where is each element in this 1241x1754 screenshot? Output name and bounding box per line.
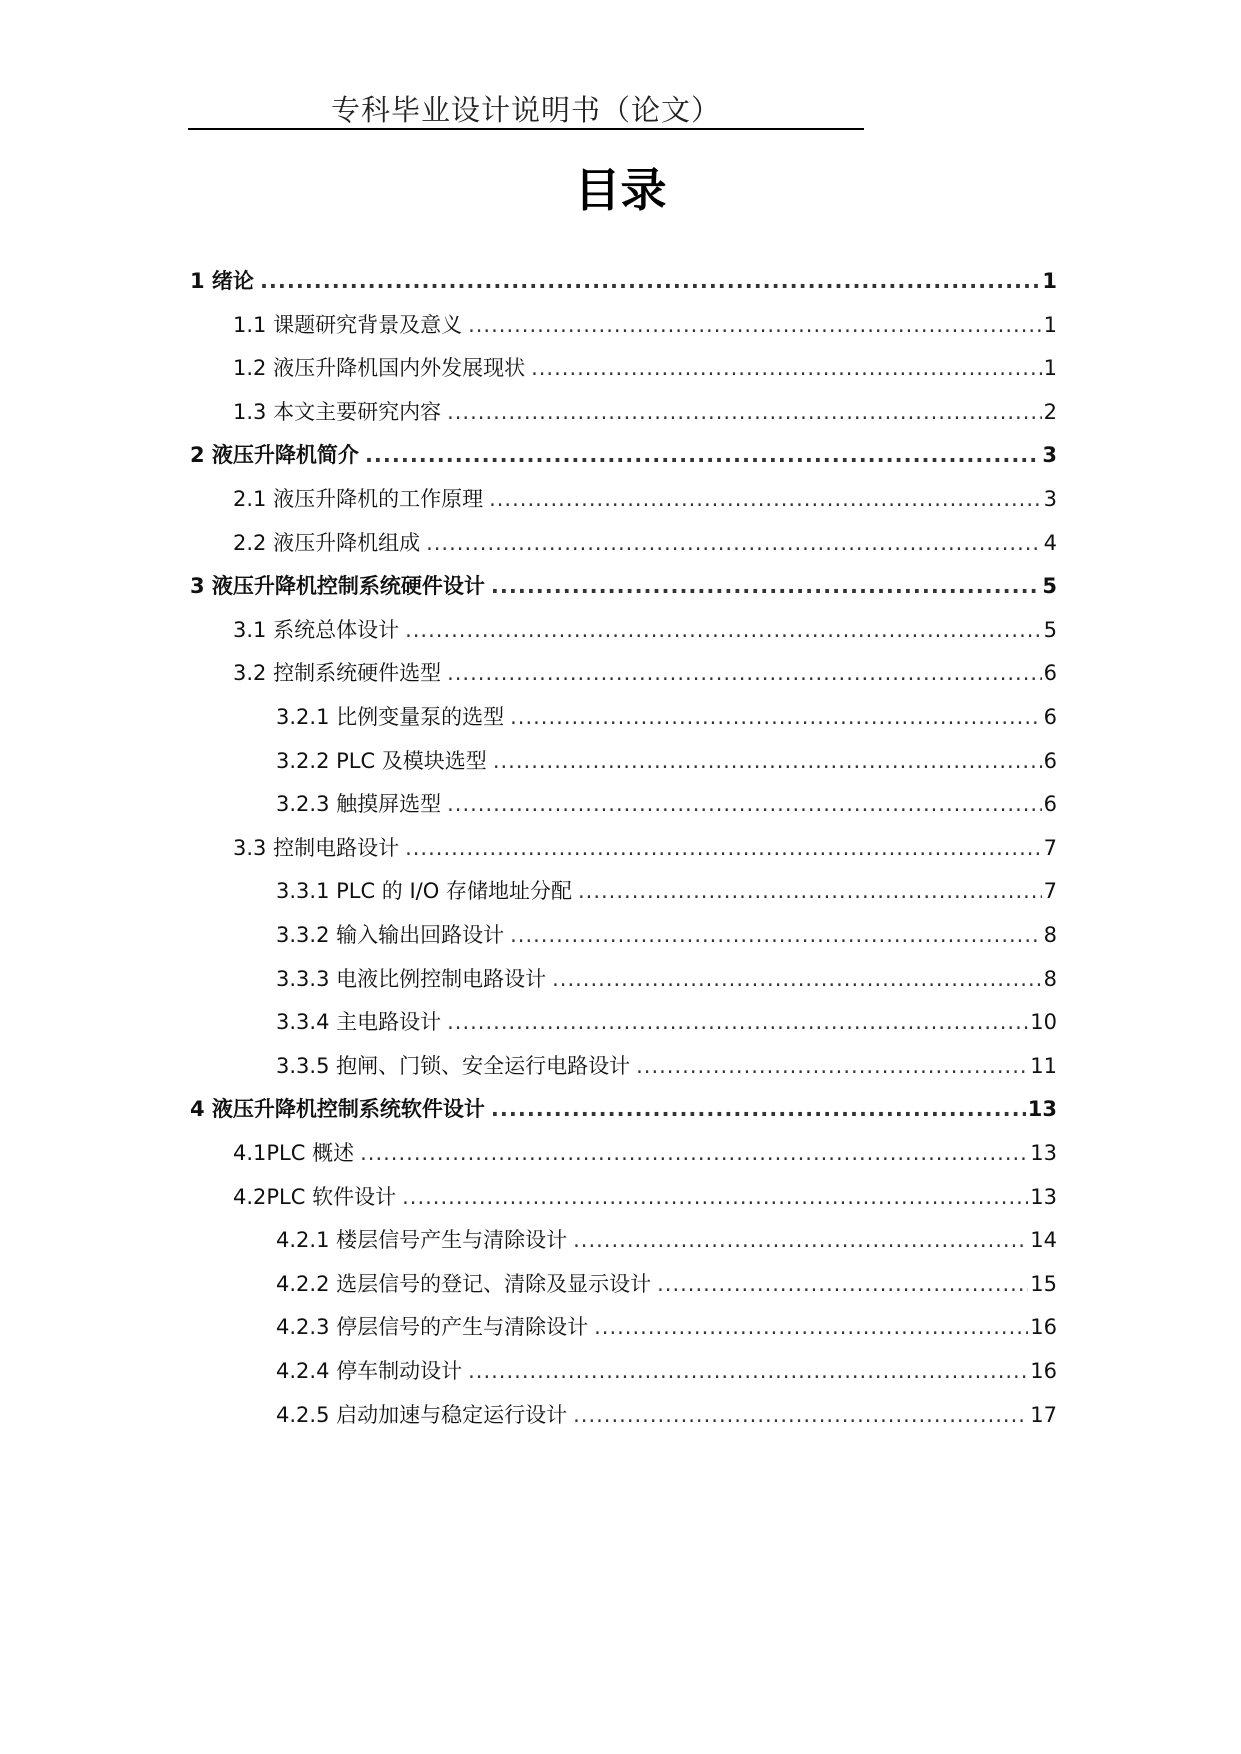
toc-dot-leader (531, 351, 1042, 385)
toc-dot-leader (552, 962, 1042, 996)
page-title: 目录 (574, 163, 667, 217)
toc-entry-page-number: 16 (1030, 1359, 1057, 1383)
toc-entry[interactable] (276, 1398, 1057, 1432)
toc-dot-leader (468, 308, 1042, 342)
toc-dot-leader (491, 569, 1040, 603)
toc-entry-label: 2.1 液压升降机的工作原理 (233, 487, 484, 511)
toc-entry-page-number: 6 (1043, 705, 1057, 729)
toc-entry[interactable] (276, 744, 1057, 778)
toc-entry-page-number: 11 (1030, 1053, 1057, 1078)
toc-entry-page-number: 6 (1043, 661, 1057, 686)
toc-entry[interactable] (276, 1354, 1057, 1388)
page-header: 专科毕业设计说明书（论文） (188, 92, 864, 130)
toc-dot-leader (360, 1136, 1028, 1170)
toc-entry[interactable] (233, 526, 1057, 560)
toc-dot-leader (636, 1049, 1028, 1083)
toc-entry-label: 1 绪论 (190, 269, 254, 293)
toc-entry-label: 4 液压升降机控制系统软件设计 (190, 1097, 485, 1122)
toc-dot-leader (447, 1005, 1028, 1039)
toc-entry[interactable] (276, 1005, 1057, 1039)
toc-dot-leader (510, 700, 1042, 734)
toc-entry-label: 3.3.5 抱闸、门锁、安全运行电路设计 (276, 1053, 631, 1078)
toc-entry[interactable] (233, 1136, 1057, 1170)
toc-entry[interactable] (233, 351, 1057, 385)
toc-entry-page-number: 7 (1043, 835, 1057, 860)
toc-entry-page-number: 16 (1030, 1315, 1057, 1340)
toc-entry-page-number: 15 (1030, 1271, 1057, 1296)
toc-entry-page-number: 6 (1043, 792, 1057, 817)
toc-dot-leader (426, 526, 1042, 560)
toc-entry-label: 2.2 液压升降机组成 (233, 530, 421, 555)
toc-entry-label: 3.3.3 电液比例控制电路设计 (276, 966, 547, 991)
toc-dot-leader (489, 482, 1042, 516)
toc-entry-label: 2 液压升降机简介 (190, 443, 359, 468)
toc-dot-leader (447, 656, 1042, 690)
toc-entry-page-number: 2 (1043, 399, 1057, 424)
toc-entry[interactable] (233, 308, 1057, 342)
toc-entry[interactable] (276, 700, 1057, 734)
toc-entry-page-number: 1 (1043, 356, 1057, 381)
toc-entry[interactable] (276, 874, 1057, 908)
toc-dot-leader (573, 1223, 1028, 1257)
toc-entry[interactable] (276, 962, 1057, 996)
toc-entry[interactable] (276, 1310, 1057, 1344)
toc-entry[interactable] (276, 1223, 1057, 1257)
toc-dot-leader (365, 438, 1040, 472)
toc-entry-page-number: 13 (1030, 1184, 1057, 1209)
toc-entry-page-number: 14 (1030, 1228, 1057, 1253)
toc-entry-page-number: 4 (1043, 530, 1057, 555)
toc-entry[interactable] (190, 1092, 1057, 1126)
toc-entry-label: 3.3.2 输入输出回路设计 (276, 923, 505, 947)
toc-entry-label: 3.3.1 PLC 的 I/O 存储地址分配 (276, 879, 572, 904)
toc-entry[interactable] (190, 569, 1057, 603)
toc-entry-page-number: 13 (1027, 1097, 1057, 1122)
toc-entry[interactable] (276, 1049, 1057, 1083)
toc-dot-leader (657, 1267, 1028, 1301)
toc-dot-leader (493, 744, 1042, 778)
toc-dot-leader (405, 613, 1042, 647)
toc-dot-leader (260, 264, 1040, 298)
toc-entry-label: 3.3 控制电路设计 (233, 835, 400, 860)
toc-entry[interactable] (190, 264, 1057, 298)
toc-entry-page-number: 6 (1043, 748, 1057, 773)
toc-entry-label: 4.1PLC 概述 (233, 1141, 355, 1165)
toc-entry[interactable] (233, 395, 1057, 429)
toc-dot-leader (510, 918, 1042, 952)
toc-entry-page-number: 8 (1043, 923, 1057, 947)
toc-entry-label: 4.2.5 启动加速与稳定运行设计 (276, 1402, 568, 1427)
toc-entry-label: 4.2.3 停层信号的产生与清除设计 (276, 1315, 589, 1340)
toc-entry[interactable] (276, 787, 1057, 821)
toc-dot-leader (594, 1310, 1028, 1344)
toc-entry-label: 3.1 系统总体设计 (233, 617, 400, 642)
toc-entry-label: 3 液压升降机控制系统硬件设计 (190, 574, 485, 599)
toc-entry[interactable] (233, 1180, 1057, 1214)
toc-dot-leader (447, 787, 1042, 821)
toc-entry-label: 4.2.2 选层信号的登记、清除及显示设计 (276, 1271, 652, 1296)
toc-entry[interactable] (276, 918, 1057, 952)
toc-entry[interactable] (233, 613, 1057, 647)
toc-dot-leader (578, 874, 1042, 908)
toc-entry-label: 3.2.3 触摸屏选型 (276, 792, 442, 817)
toc-entry[interactable] (233, 656, 1057, 690)
toc-entry[interactable] (190, 438, 1057, 472)
toc-entry-label: 3.2.1 比例变量泵的选型 (276, 705, 505, 729)
toc-entry-page-number: 3 (1043, 487, 1057, 511)
toc-entry-label: 4.2.1 楼层信号产生与清除设计 (276, 1228, 568, 1253)
toc-entry-page-number: 13 (1030, 1141, 1057, 1165)
toc-entry[interactable] (233, 831, 1057, 865)
toc-dot-leader (405, 831, 1042, 865)
toc-entry-page-number: 3 (1042, 443, 1057, 468)
toc-entry-page-number: 17 (1030, 1402, 1057, 1427)
toc-entry-page-number: 8 (1043, 966, 1057, 991)
toc-entry[interactable] (276, 1267, 1057, 1301)
toc-entry-label: 4.2PLC 软件设计 (233, 1184, 397, 1209)
toc-dot-leader (491, 1092, 1026, 1126)
toc-entry-label: 3.2.2 PLC 及模块选型 (276, 748, 487, 773)
toc-dot-leader (573, 1398, 1028, 1432)
toc-dot-leader (468, 1354, 1028, 1388)
toc-entry-label: 1.2 液压升降机国内外发展现状 (233, 356, 526, 381)
toc-dot-leader (402, 1180, 1028, 1214)
toc-entry-page-number: 5 (1042, 574, 1057, 599)
toc-entry-label: 1.1 课题研究背景及意义 (233, 312, 463, 337)
toc-entry-page-number: 1 (1043, 312, 1057, 337)
toc-entry-page-number: 10 (1030, 1010, 1057, 1035)
toc-entry-page-number: 1 (1042, 269, 1057, 293)
toc-dot-leader (447, 395, 1042, 429)
toc-entry-label: 3.2 控制系统硬件选型 (233, 661, 442, 686)
toc-entry-label: 4.2.4 停车制动设计 (276, 1359, 463, 1383)
toc-entry[interactable] (233, 482, 1057, 516)
toc-entry-label: 1.3 本文主要研究内容 (233, 399, 442, 424)
toc-entry-label: 3.3.4 主电路设计 (276, 1010, 442, 1035)
toc-entry-page-number: 5 (1043, 617, 1057, 642)
toc-entry-page-number: 7 (1043, 879, 1057, 904)
